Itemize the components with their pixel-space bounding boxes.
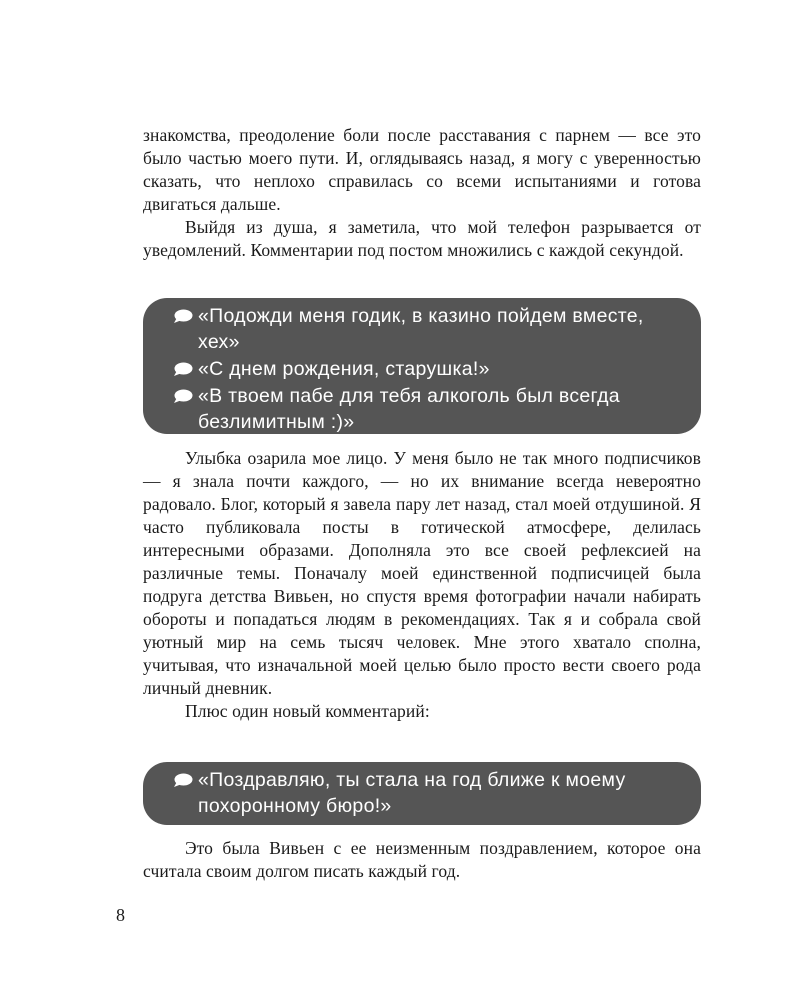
speech-bubble-icon: [173, 362, 193, 377]
page-number: 8: [116, 905, 125, 925]
comment-item: [198, 383, 671, 435]
paragraph: Улыбка озарила мое лицо. У меня было не так много подписчиков — я знала почти каждого, — но их внимание всегда невероятно радовало. Блог, который я завела пару лет назад, стал моей отдушиной. Я часто публиковала посты в готической атмосфере, делилась интересными образами. Дополняла это все своей рефлексией на различные темы. Поначалу моей единственной подписчицей была подруга детства Вивьен, но спустя время фотографии начали набирать обороты и попадаться людям в рекомендациях. Так я и собрала свой уютный мир на семь тысяч человек. Мне этого хватало сполна, учитывая, что изначальной моей целью было просто вести своего рода личный дневник.: [143, 448, 701, 698]
speech-bubble-icon: [173, 309, 193, 324]
text-block-top: [143, 124, 701, 262]
speech-bubble-icon: [173, 389, 193, 404]
text-block-middle: [143, 447, 701, 723]
paragraph: Плюс один новый комментарий:: [185, 701, 430, 721]
comment-text: «В твоем пабе для тебя алкоголь был всегда безлимитным :)»: [198, 385, 620, 433]
paragraph: Это была Вивьен с ее неизменным поздравлением, которое она считала своим долгом писать каждый год.: [143, 838, 701, 881]
paragraph: знакомства, преодоление боли после расставания с парнем — все это было частью моего пути. И, оглядываясь назад, я могу с уверенностью сказать, что неплохо справилась со всеми испытаниями и готова двигаться дальше.: [143, 125, 701, 214]
comments-box-new: [143, 762, 701, 825]
comment-text: «Поздравляю, ты стала на год ближе к моему похоронному бюро!»: [198, 769, 626, 817]
comment-text: «Подожди меня годик, в казино пойдем вместе, хех»: [198, 305, 644, 353]
comment-item: [198, 767, 671, 819]
comments-box: [143, 298, 701, 434]
comment-item: [198, 356, 671, 382]
text-block-bottom: [143, 837, 701, 883]
comment-text: «С днем рождения, старушка!»: [198, 358, 490, 380]
comment-item: [198, 303, 671, 355]
paragraph: Выйдя из душа, я заметила, что мой телефон разрывается от уведомлений. Комментарии под постом множились с каждой секундой.: [143, 217, 701, 260]
speech-bubble-icon: [173, 773, 193, 788]
